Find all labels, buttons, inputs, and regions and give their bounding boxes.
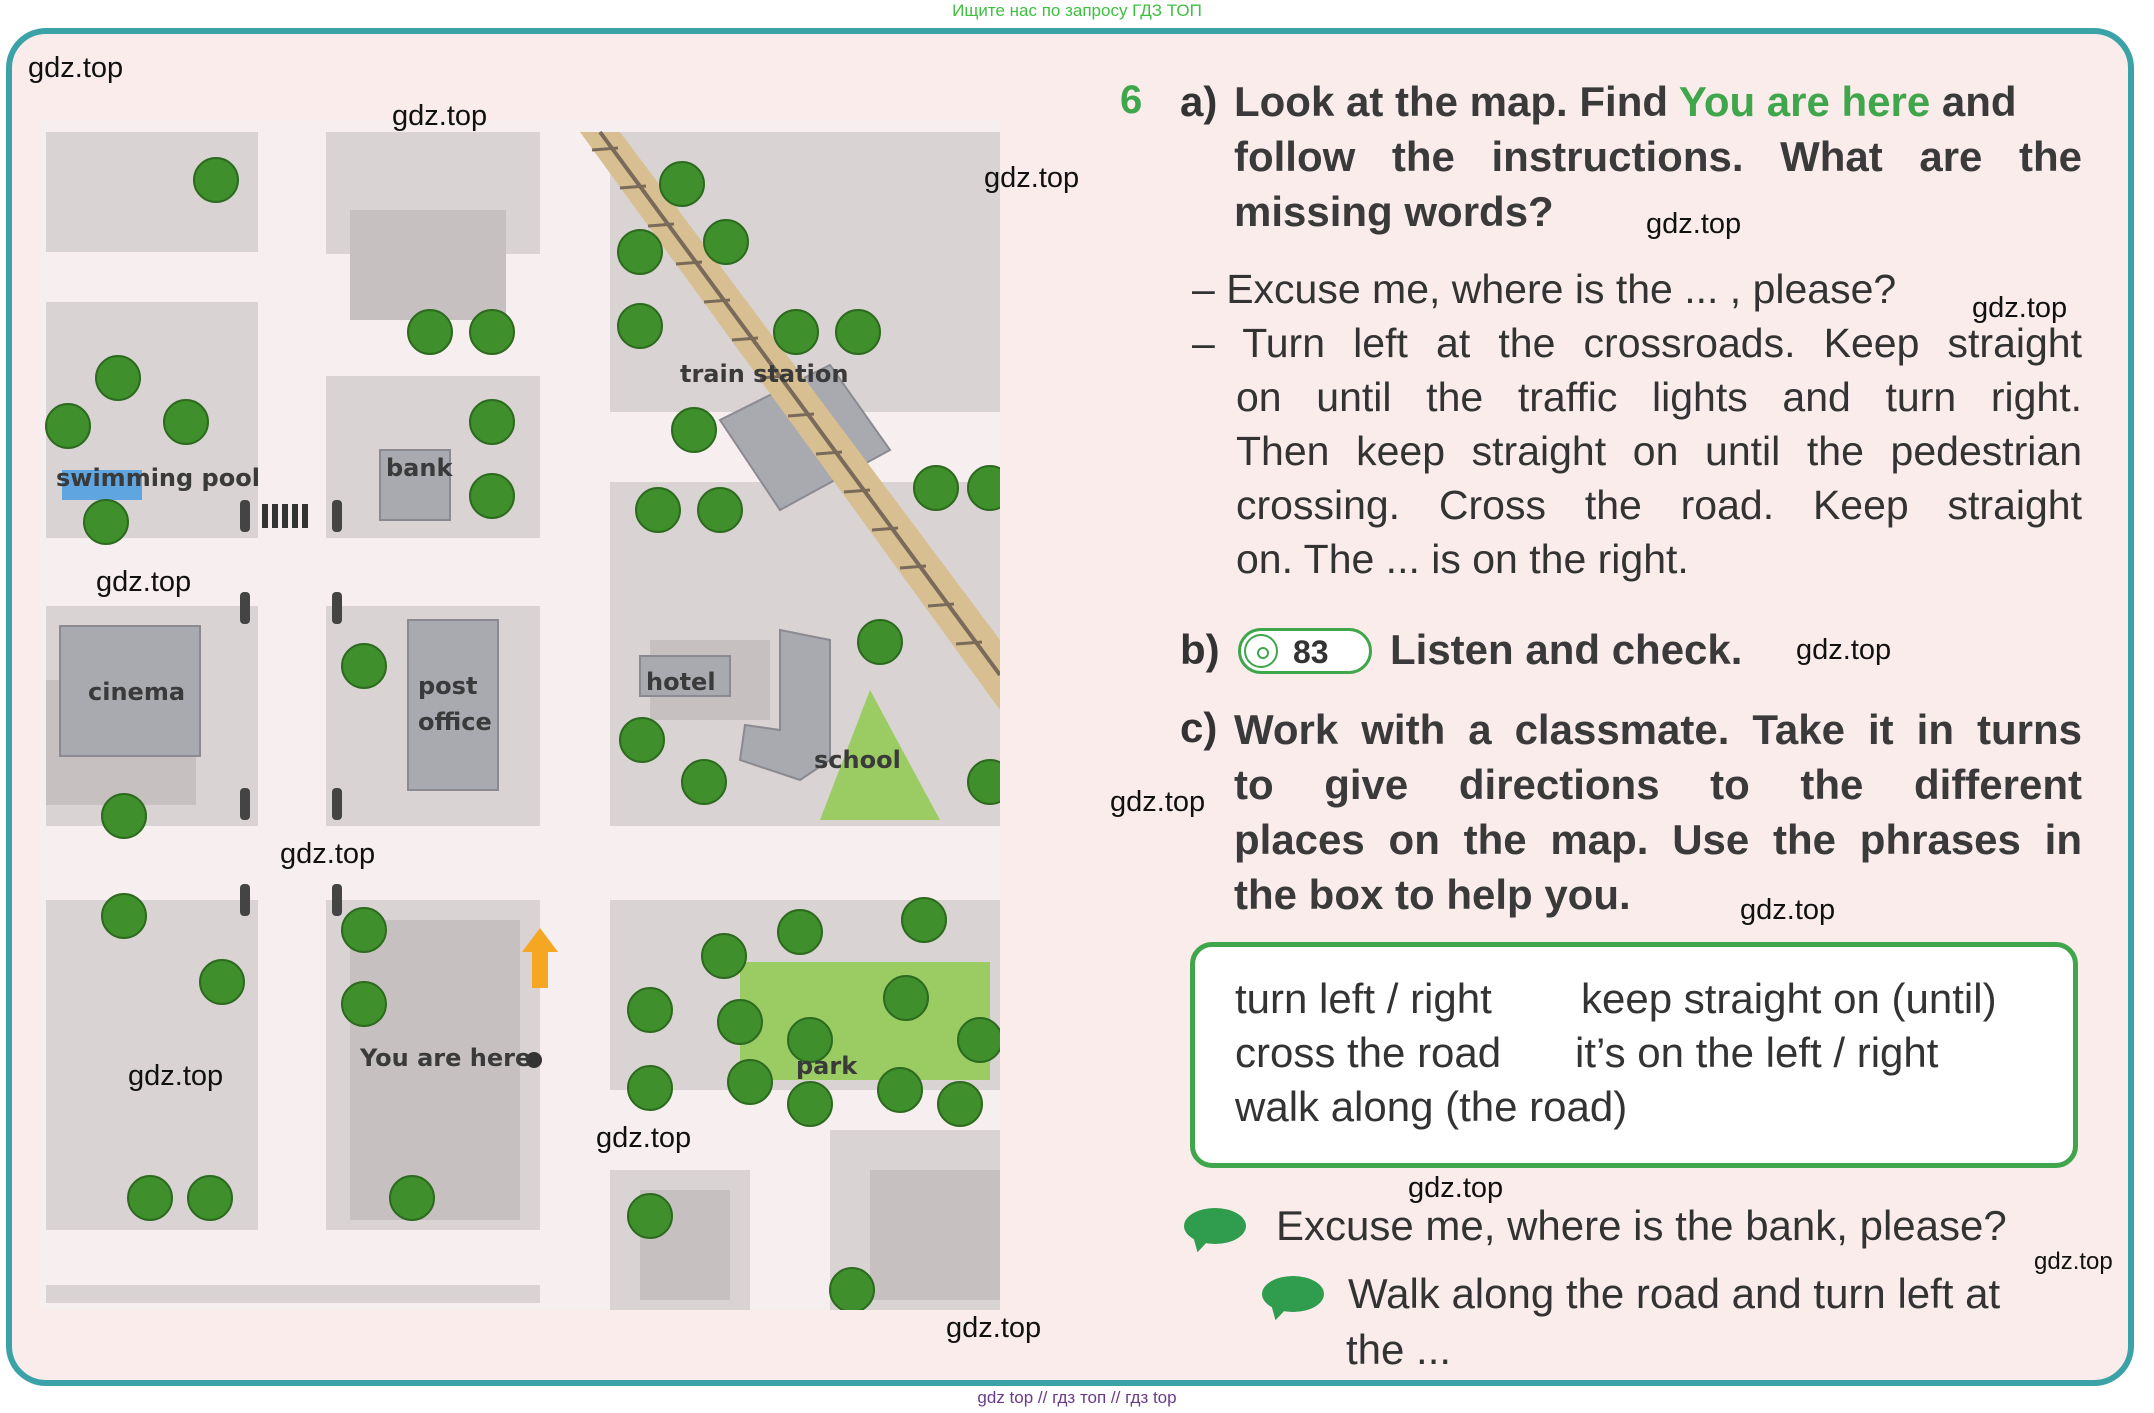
phrase-keep-straight: keep straight on (until) (1581, 975, 1997, 1022)
label-bank: bank (386, 454, 453, 482)
watermark: gdz.top (1110, 786, 1206, 818)
watermark: gdz.top (984, 162, 1080, 194)
part-c-line-2: to give directions to the different (1234, 761, 2082, 808)
dialog-answer-4: crossing. Cross the road. Keep straight (1236, 482, 2082, 528)
part-a-line-1-end: and (1930, 78, 2017, 125)
watermark: gdz.top (1646, 208, 1742, 240)
city-map (40, 120, 1000, 1310)
speech-bubble-icon (1262, 1276, 1324, 1312)
part-a-letter: a) (1180, 78, 1218, 125)
example-speech-1: Excuse me, where is the bank, please? (1276, 1202, 2007, 1249)
park-grass (740, 962, 990, 1080)
part-a-line-2: follow the instructions. What are the (1234, 133, 2082, 180)
watermark: gdz.top (1972, 292, 2068, 324)
part-c-line-1: Work with a classmate. Take it in turns (1234, 706, 2082, 753)
you-are-here-highlight: You are here (1678, 78, 1931, 125)
watermark: gdz.top (946, 1312, 1042, 1344)
watermark: gdz.top (392, 100, 488, 132)
label-park: park (796, 1052, 858, 1080)
phrase-left-right: it’s on the left / right (1575, 1029, 1939, 1076)
label-you-are-here: You are here (360, 1044, 532, 1072)
watermark: gdz.top (96, 566, 192, 598)
phrase-walk-along: walk along (the road) (1235, 1083, 1628, 1130)
dialog-question: – Excuse me, where is the ... , please? (1192, 266, 1897, 312)
example-speech-2-line-2: the ... (1346, 1326, 1452, 1373)
audio-track-badge[interactable] (1238, 628, 1372, 674)
label-swimming-pool: swimming pool (56, 464, 260, 492)
part-b-letter: b) (1180, 626, 1220, 673)
part-a-line-1 (1234, 74, 2082, 129)
label-hotel: hotel (646, 668, 716, 696)
cd-icon (1244, 634, 1278, 668)
watermark: gdz.top (280, 838, 376, 870)
watermark: gdz.top (128, 1060, 224, 1092)
dialog-answer-1: – Turn left at the crossroads. Keep straight (1192, 320, 2082, 366)
part-c-letter: c) (1180, 704, 1218, 751)
phrase-cross-road: cross the road (1235, 1029, 1502, 1076)
dialog-answer-3: Then keep straight on until the pedestrian (1236, 428, 2082, 474)
phrase-turn: turn left / right (1235, 975, 1492, 1022)
phrase-box (1190, 942, 2078, 1168)
label-cinema: cinema (88, 678, 186, 706)
part-a-line-1-start: Look at the map. Find (1234, 78, 1679, 125)
example-speech-2-line-1: Walk along the road and turn left at (1348, 1270, 2001, 1317)
part-a-line-3: missing words? (1234, 188, 1554, 235)
audio-track-number: 83 (1293, 634, 1329, 670)
label-train-station: train station (680, 360, 849, 388)
watermark: gdz.top (596, 1122, 692, 1154)
part-a-dialog (1192, 262, 2082, 586)
exercise-number: 6 (1120, 78, 1143, 122)
watermark: gdz.top (28, 52, 124, 84)
footer-note: gdz top // гдз топ // гдз top (977, 1388, 1177, 1407)
dialog-answer-5: on. The ... is on the right. (1236, 536, 1689, 582)
watermark: gdz.top (1740, 894, 1836, 926)
part-c-line-4: the box to help you. (1234, 871, 1631, 918)
part-a-instruction (1234, 74, 2082, 239)
header-note: Ищите нас по запросу ГДЗ ТОП (952, 1, 1202, 20)
label-office: office (418, 708, 492, 736)
label-post: post (418, 672, 478, 700)
speech-bubble-icon (1184, 1208, 1246, 1244)
post-office-building (408, 620, 498, 790)
part-c-instruction (1234, 702, 2082, 922)
part-c-line-3: places on the map. Use the phrases in (1234, 816, 2082, 863)
part-b-text: Listen and check. (1390, 626, 1743, 673)
watermark: gdz.top (1408, 1172, 1504, 1204)
dialog-answer-2: on until the traffic lights and turn right. (1236, 374, 2082, 420)
watermark: gdz.top (2034, 1248, 2113, 1275)
label-school: school (814, 746, 901, 774)
watermark: gdz.top (1796, 634, 1892, 666)
